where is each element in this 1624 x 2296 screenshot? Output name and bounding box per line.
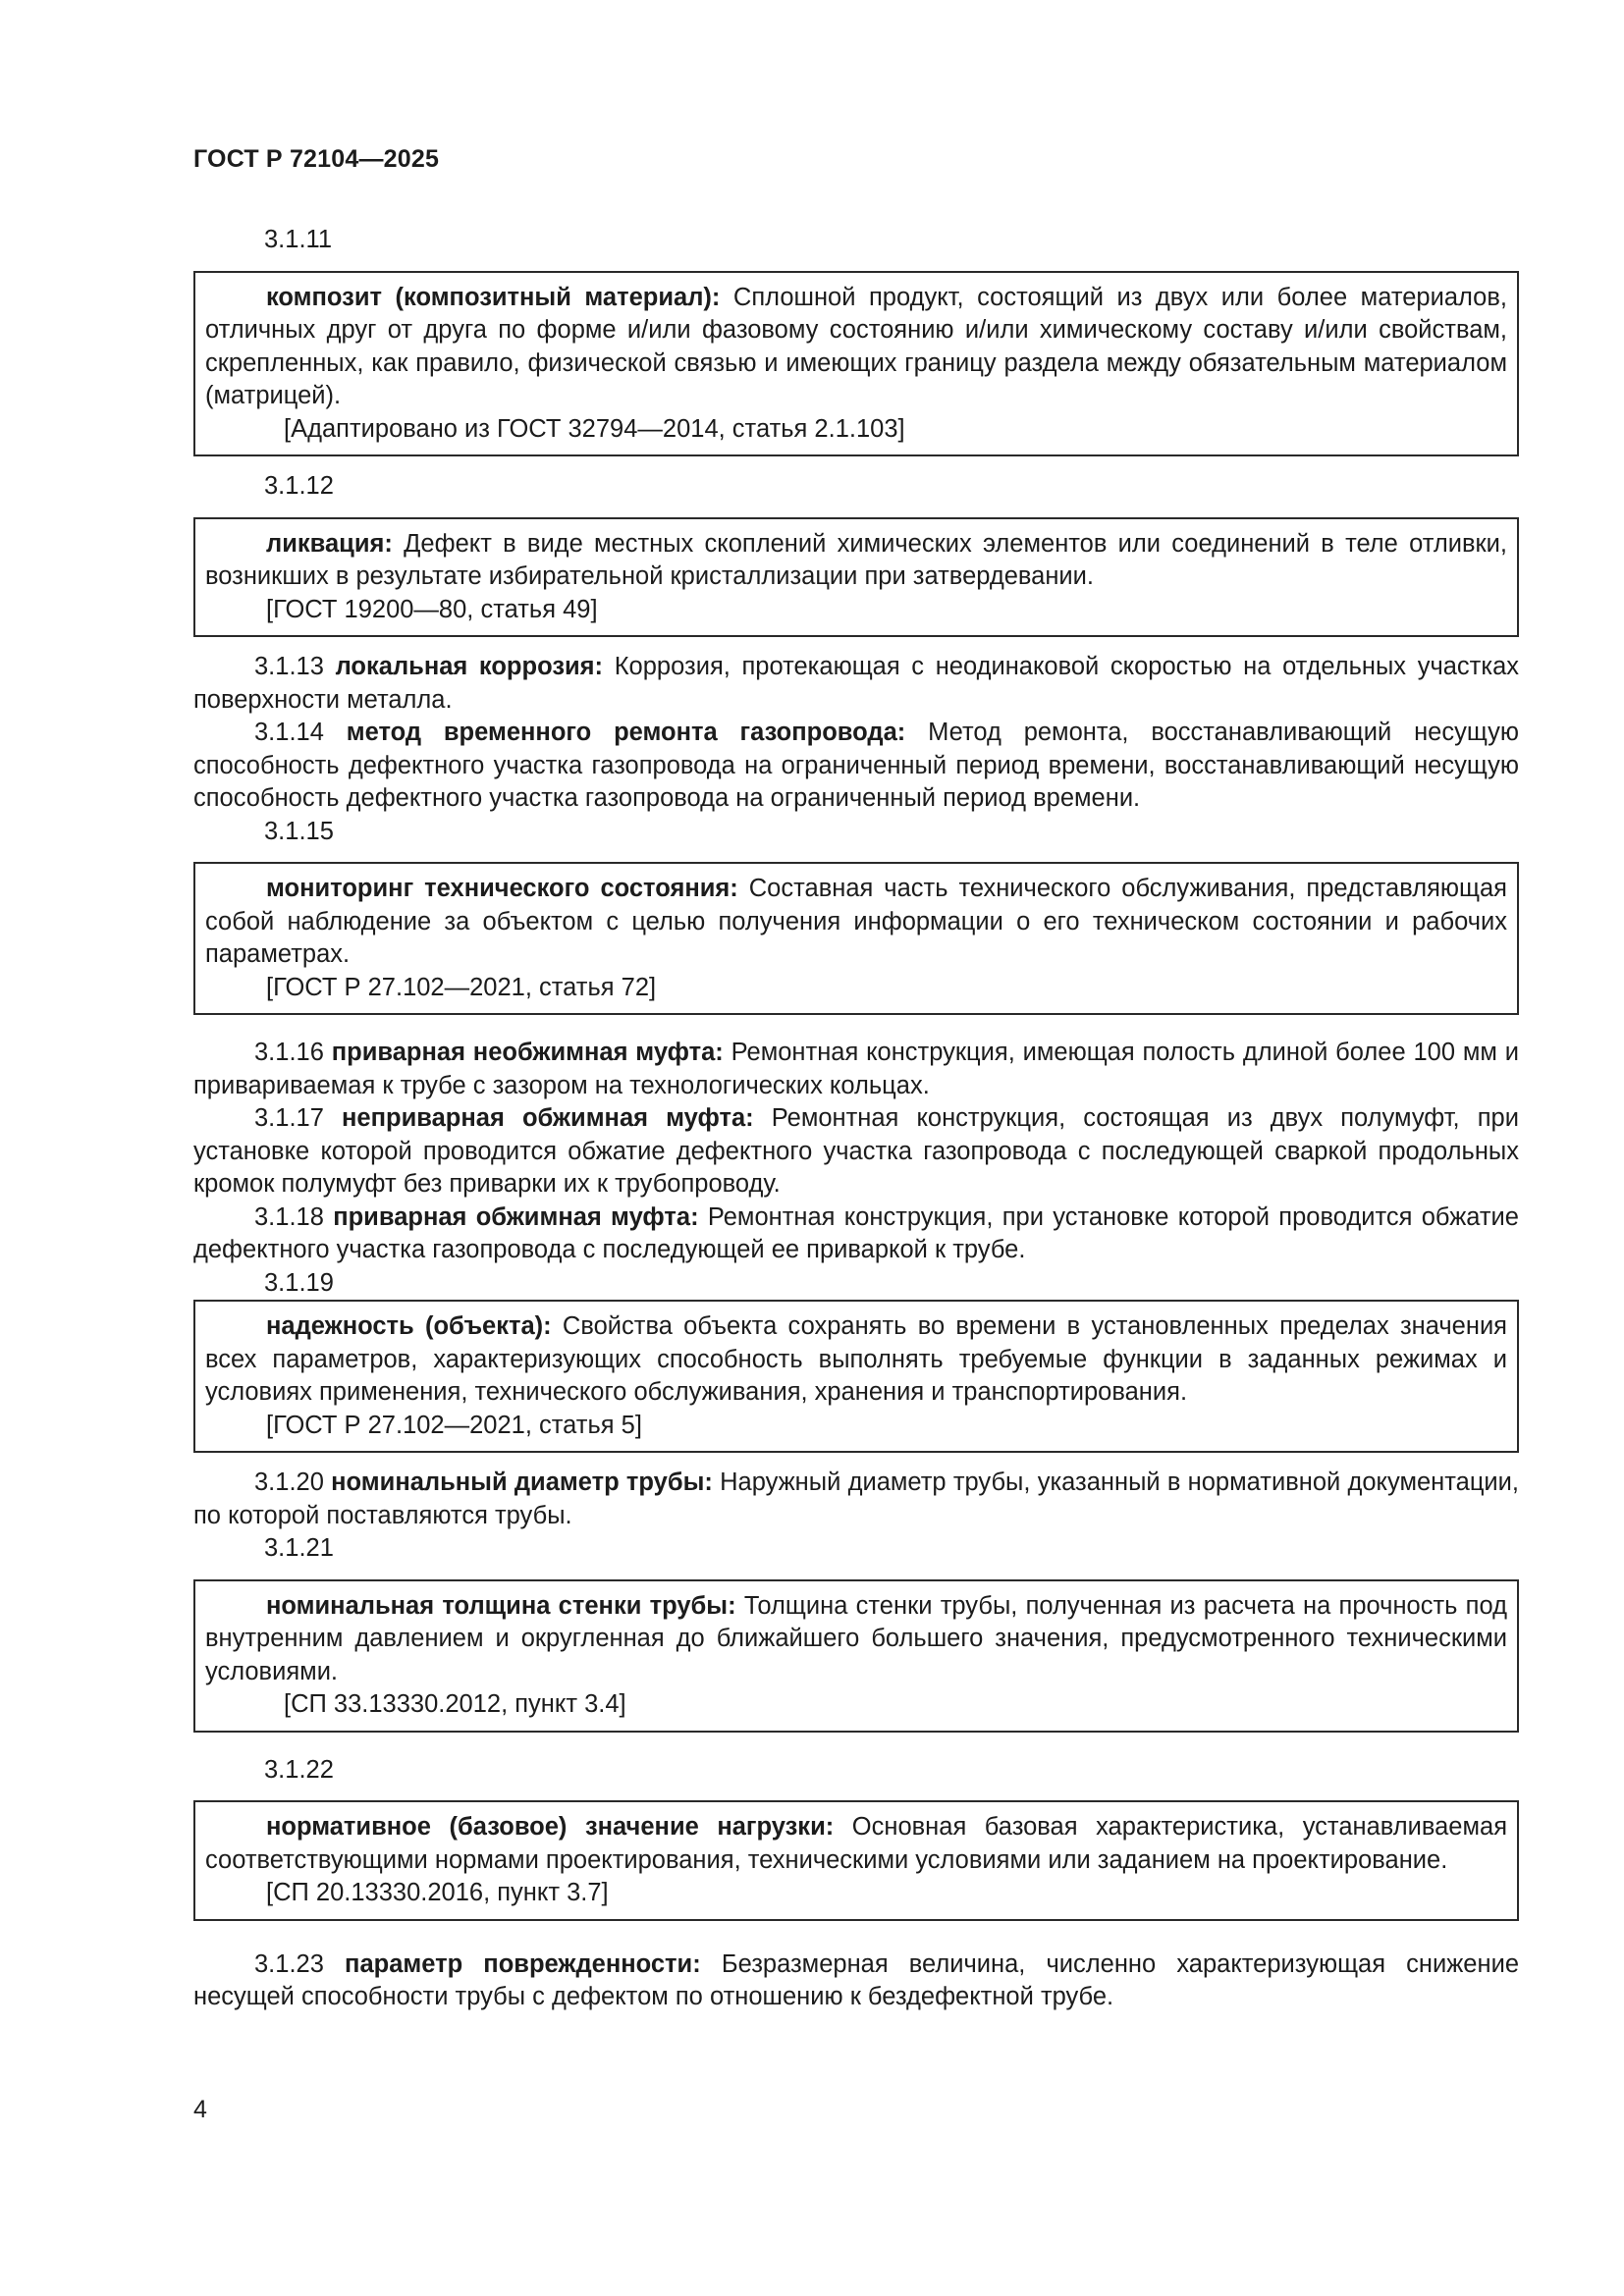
definition-box	[193, 862, 1519, 1015]
definition-text	[193, 1201, 1519, 1267]
term: локальная коррозия:	[335, 653, 604, 680]
definition-text	[205, 1811, 1507, 1877]
definition-text	[193, 717, 1519, 816]
definition: Наружный диаметр трубы, указанный в нормативной документации, по которой поставляются трубы.	[193, 1468, 1519, 1529]
definition: Толщина стенки трубы, полученная из расчета на прочность под внутренним давлением и округленная до ближайшего большего значения, предусмотренного техническими условиями.	[205, 1591, 1507, 1685]
entry-number: 3.1.22	[264, 1755, 334, 1784]
term: номинальная толщина стенки трубы:	[266, 1591, 736, 1620]
definition: Свойства объекта сохранять во времени в установленных пределах значения всех параметров, характеризующих способность выполнять требуемые функции в заданных режимах и условиях применения, технического обслуживания, хранения и транспортирования.	[205, 1312, 1507, 1406]
definition-box	[193, 1800, 1519, 1921]
definition: Коррозия, протекающая с неодинаковой скоростью на отдельных участках поверхности металла.	[193, 653, 1519, 714]
term: номинальный диаметр трубы:	[331, 1468, 713, 1496]
page-number: 4	[193, 2096, 207, 2123]
definition: Составная часть технического обслуживания, представляющая собой наблюдение за объектом с целью получения информации о его техническом состоянии и рабочих параметрах.	[205, 875, 1507, 968]
term: параметр поврежденности:	[345, 1949, 701, 1978]
entry-number: 3.1.23	[254, 1949, 324, 1978]
definition-text	[193, 1467, 1519, 1532]
entry-number: 3.1.18	[254, 1202, 324, 1231]
definition-box	[193, 271, 1519, 457]
term: мониторинг технического состояния:	[266, 875, 738, 902]
entry-number: 3.1.16	[254, 1039, 324, 1066]
definition: Основная базовая характеристика, устанавливаемая соответствующими нормами проектирования, техническими условиями или заданием на проектирование.	[205, 1813, 1507, 1874]
source-reference: [ГОСТ Р 27.102—2021, статья 5]	[266, 1411, 642, 1439]
definition-text	[205, 1310, 1507, 1410]
entry-number: 3.1.13	[254, 653, 324, 680]
document-body	[193, 224, 1519, 2014]
definition-box	[193, 1579, 1519, 1733]
definition-text	[205, 528, 1507, 594]
term: метод временного ремонта газопровода:	[346, 719, 906, 746]
entry-number: 3.1.21	[264, 1534, 334, 1562]
definition-text	[193, 1102, 1519, 1201]
term: надежность (объекта):	[266, 1312, 552, 1340]
entry-number: 3.1.15	[264, 817, 334, 845]
term: приварная обжимная муфта:	[333, 1202, 699, 1231]
definition: Дефект в виде местных скоплений химических элементов или соединений в теле отливки, возникших в результате избирательной кристаллизации при затвердевании.	[205, 529, 1507, 590]
term: нормативное (базовое) значение нагрузки:	[266, 1813, 835, 1841]
term: ликвация:	[266, 529, 393, 558]
definition-text	[205, 282, 1507, 413]
source-reference: [ГОСТ Р 27.102—2021, статья 72]	[266, 973, 657, 1001]
definition: Сплошной продукт, состоящий из двух или более материалов, отличных друг от друга по форме и/или фазовому состоянию и/или химическому составу и/или свойствам, скрепленных, как правило, физической связью и имеющих границу раздела между обязательным материалом (матрицей).	[205, 283, 1507, 409]
source-reference: [Адаптировано из ГОСТ 32794—2014, статья 2.1.103]	[284, 414, 905, 443]
definition: Ремонтная конструкция, при установке которой проводится обжатие дефектного участка газопровода с последующей ее приваркой к трубе.	[193, 1202, 1519, 1263]
definition: Метод ремонта, восстанавливающий несущую способность дефектного участка газопровода на ограниченный период времени, восстанавливающий несущую способность дефектного участка газопровода на ограниченный период времени.	[193, 719, 1519, 812]
definition: Безразмерная величина, численно характеризующая снижение несущей способности трубы с дефектом по отношению к бездефектной трубе.	[193, 1949, 1519, 2010]
definition-text	[193, 1037, 1519, 1102]
definition-text	[193, 651, 1519, 717]
term: неприварная обжимная муфта:	[342, 1104, 754, 1132]
definition-box	[193, 517, 1519, 638]
source-reference: [СП 20.13330.2016, пункт 3.7]	[266, 1879, 609, 1906]
entry-number: 3.1.14	[254, 719, 324, 746]
entry-number: 3.1.19	[264, 1268, 334, 1297]
definition-text	[205, 873, 1507, 972]
term: приварная необжимная муфта:	[331, 1039, 724, 1066]
definition-text	[193, 1949, 1519, 2014]
term: композит (композитный материал):	[266, 283, 721, 311]
entry-number: 3.1.12	[264, 472, 334, 500]
entry-number: 3.1.20	[254, 1468, 324, 1496]
definition: Ремонтная конструкция, имеющая полость длиной более 100 мм и привариваемая к трубе с зазором на технологических кольцах.	[193, 1039, 1519, 1099]
source-reference: [ГОСТ 19200—80, статья 49]	[266, 595, 598, 623]
entry-number: 3.1.17	[254, 1104, 324, 1132]
definition-text	[205, 1590, 1507, 1689]
source-reference: [СП 33.13330.2012, пункт 3.4]	[284, 1690, 626, 1718]
document-header: ГОСТ Р 72104—2025	[193, 145, 440, 173]
definition: Ремонтная конструкция, состоящая из двух полумуфт, при установке которой проводится обжатие дефектного участка газопровода с последующей сваркой продольных кромок полумуфт без приварки их к трубопроводу.	[193, 1104, 1519, 1198]
entry-number: 3.1.11	[264, 226, 333, 253]
definition-box	[193, 1300, 1519, 1453]
